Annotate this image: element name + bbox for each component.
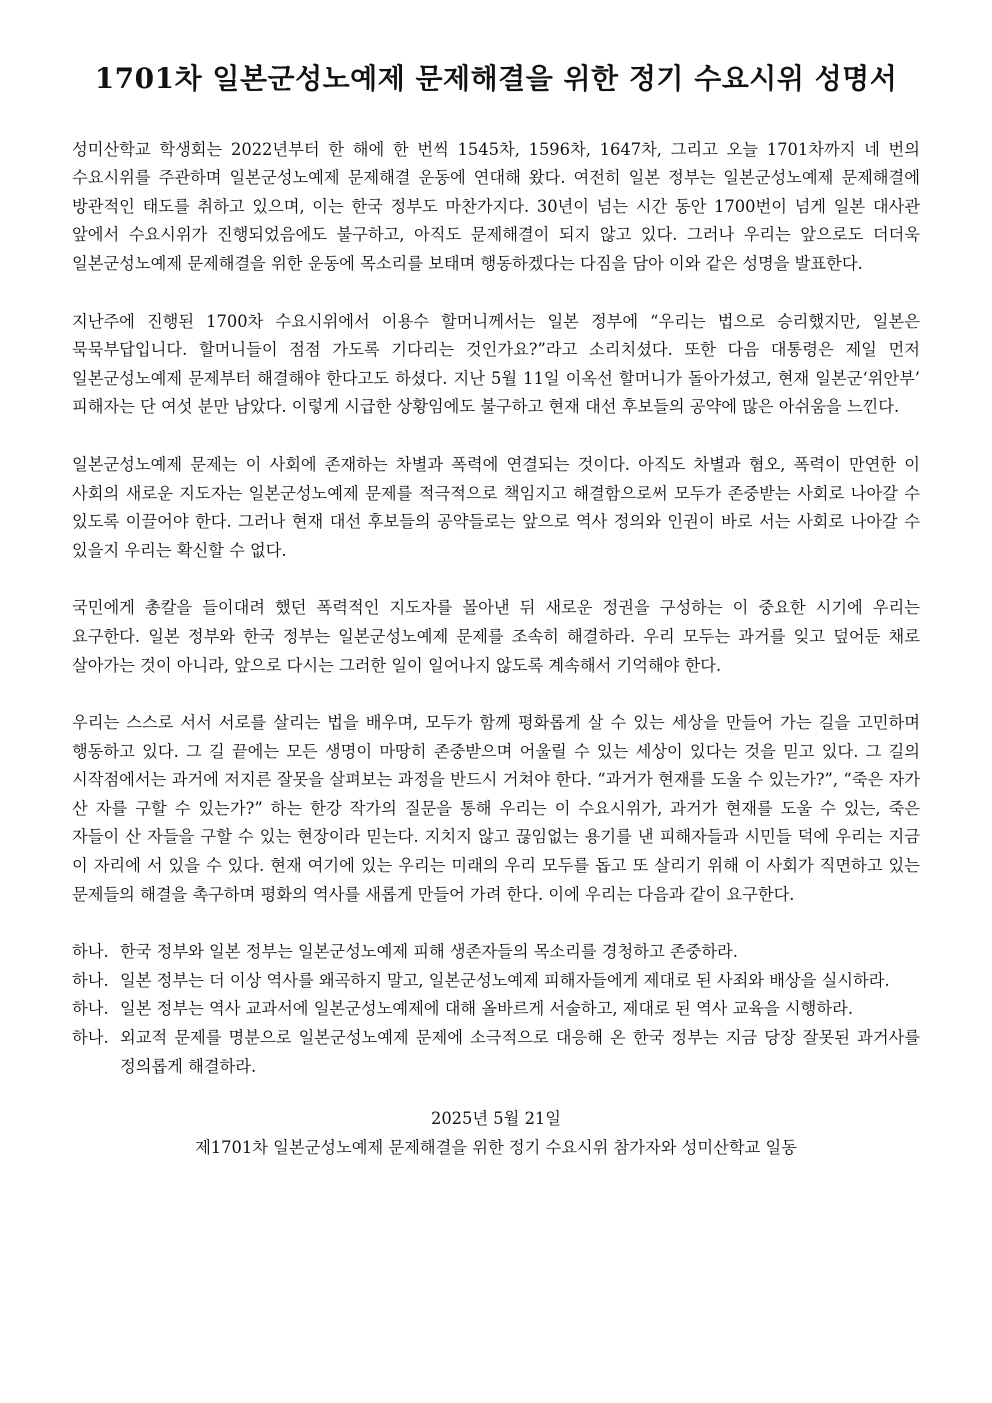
paragraph-1: 성미산학교 학생회는 2022년부터 한 해에 한 번씩 1545차, 1596차, 1647차, 그리고 오늘 1701차까지 네 번의 수요시위를 주관하며 일본군성노예제 문제해결 운동에 연대해 왔다. 여전히 일본 정부는 일본군성노예제 문제해결에 방관적인 태도를 취하고 있으며, 이는 한국 정부도 마찬가지다. 30년이 넘는 시간 동안 1700번이 넘게 일본 대사관 앞에서 수요시위가 진행되었음에도 불구하고, 아직도 문제해결이 되지 않고 있다. 그러나 우리는 앞으로도 더더욱 일본군성노예제 문제해결을 위한 운동에 목소리를 보태며 행동하겠다는 다짐을 담아 이와 같은 성명을 발표한다. bbox=[72, 139, 920, 273]
paragraph-2: 지난주에 진행된 1700차 수요시위에서 이용수 할머니께서는 일본 정부에 “우리는 법으로 승리했지만, 일본은 묵묵부답입니다. 할머니들이 점점 가도록 기다리는 것인가요?”라고 소리치셨다. 또한 다음 대통령은 제일 먼저 일본군성노예제 문제부터 해결해야 한다고도 하셨다. 지난 5월 11일 이옥선 할머니가 돌아가셨고, 현재 일본군‘위안부’ 피해자는 단 여섯 분만 남았다. 이렇게 시급한 상황임에도 불구하고 현재 대선 후보들의 공약에 많은 아쉬움을 느낀다. bbox=[72, 311, 920, 417]
demand-text: 한국 정부와 일본 정부는 일본군성노예제 피해 생존자들의 목소리를 경청하고 존중하라. bbox=[120, 942, 738, 962]
statement-closing bbox=[72, 1105, 920, 1162]
statement-body bbox=[72, 136, 920, 1082]
statement-title: 1701차 일본군성노예제 문제해결을 위한 정기 수요시위 성명서 bbox=[94, 62, 898, 95]
demand-text: 외교적 문제를 명분으로 일본군성노예제 문제에 소극적으로 대응해 온 한국 정부는 지금 당장 잘못된 과거사를 정의롭게 해결하라. bbox=[120, 1028, 920, 1076]
statement-signatories: 제1701차 일본군성노예제 문제해결을 위한 정기 수요시위 참가자와 성미산학교 일동 bbox=[195, 1137, 797, 1157]
demand-marker: 하나. bbox=[72, 999, 109, 1019]
demand-item bbox=[72, 967, 920, 996]
demand-text: 일본 정부는 역사 교과서에 일본군성노예제에 대해 올바르게 서술하고, 제대로 된 역사 교육을 시행하라. bbox=[120, 999, 854, 1019]
paragraph-5: 우리는 스스로 서서 서로를 살리는 법을 배우며, 모두가 함께 평화롭게 살 수 있는 세상을 만들어 가는 길을 고민하며 행동하고 있다. 그 길 끝에는 모든 생명이 마땅히 존중받으며 어울릴 수 있는 세상이 있다는 것을 믿고 있다. 그 길의 시작점에서는 과거에 저지른 잘못을 살펴보는 과정을 반드시 거쳐야 한다. “과거가 현재를 도울 수 있는가?”, “죽은 자가 산 자를 구할 수 있는가?” 하는 한강 작가의 질문을 통해 우리는 이 수요시위가, 과거가 현재를 도울 수 있는, 죽은 자들이 산 자들을 구할 수 있는 현장이라 믿는다. 지치지 않고 끊임없는 용기를 낸 피해자들과 시민들 덕에 우리는 지금 이 자리에 서 있을 수 있다. 현재 여기에 있는 우리는 미래의 우리 모두를 돕고 또 살리기 위해 이 사회가 직면하고 있는 문제들의 해결을 촉구하며 평화의 역사를 새롭게 만들어 가려 한다. 이에 우리는 다음과 같이 요구한다. bbox=[72, 713, 920, 904]
demands-list bbox=[72, 938, 920, 1081]
demand-item bbox=[72, 995, 920, 1024]
demand-marker: 하나. bbox=[72, 1028, 109, 1048]
demand-item bbox=[72, 938, 920, 967]
demand-item bbox=[72, 1024, 920, 1081]
statement-date: 2025년 5월 21일 bbox=[430, 1109, 562, 1129]
demand-text: 일본 정부는 더 이상 역사를 왜곡하지 말고, 일본군성노예제 피해자들에게 제대로 된 사죄와 배상을 실시하라. bbox=[120, 970, 890, 990]
demand-marker: 하나. bbox=[72, 970, 109, 990]
paragraph-4: 국민에게 총칼을 들이대려 했던 폭력적인 지도자를 몰아낸 뒤 새로운 정권을 구성하는 이 중요한 시기에 우리는 요구한다. 일본 정부와 한국 정부는 일본군성노예제 문제를 조속히 해결하라. 우리 모두는 과거를 잊고 덮어둔 채로 살아가는 것이 아니라, 앞으로 다시는 그러한 일이 일어나지 않도록 계속해서 기억해야 한다. bbox=[72, 598, 920, 675]
demand-marker: 하나. bbox=[72, 942, 109, 962]
paragraph-3: 일본군성노예제 문제는 이 사회에 존재하는 차별과 폭력에 연결되는 것이다. 아직도 차별과 혐오, 폭력이 만연한 이 사회의 새로운 지도자는 일본군성노예제 문제를 적극적으로 책임지고 해결함으로써 모두가 존중받는 사회로 나아갈 수 있도록 이끌어야 한다. 그러나 현재 대선 후보들의 공약들로는 앞으로 역사 정의와 인권이 바로 서는 사회로 나아갈 수 있을지 우리는 확신할 수 없다. bbox=[72, 454, 920, 560]
